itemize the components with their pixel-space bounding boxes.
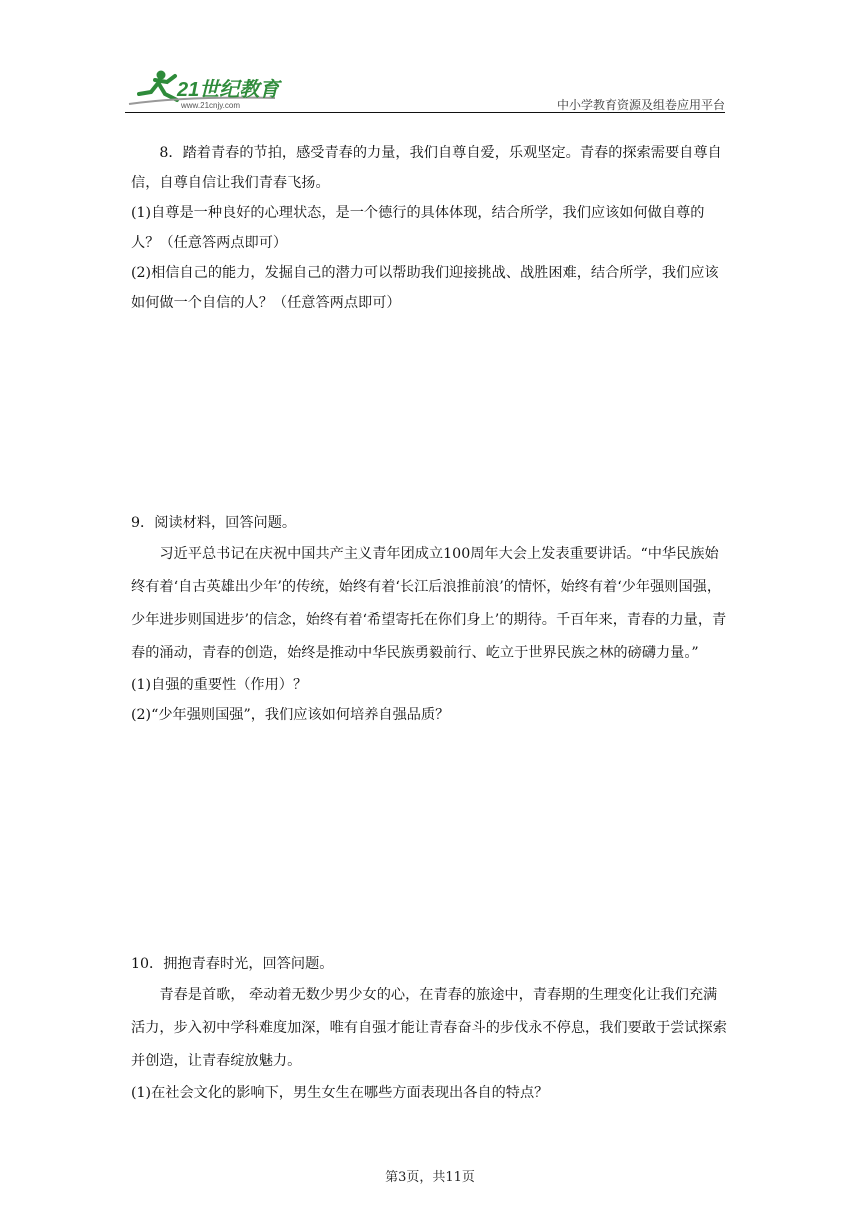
runner-body-icon (139, 76, 177, 100)
sub-question: (1)自强的重要性（作用）？ (131, 677, 308, 693)
logo-url: www.21cnjy.com (181, 101, 240, 110)
logo-text: 21世纪教育 (177, 79, 280, 101)
question-stem: 9．阅读材料，回答问题。 (131, 515, 297, 531)
question-stem: 8．踏着青春的节拍，感受青春的力量，我们自尊自爱，乐观坚定。青春的探索需要自尊自信，自尊自信让我们青春飞扬。 (131, 145, 722, 191)
runner-head-icon (157, 71, 166, 80)
sub-question: (2)“少年强则国强”，我们应该如何培养自强品质？ (131, 707, 450, 723)
page-number: 第3页，共11页 (385, 1170, 475, 1185)
question-stem: 10．拥抱青春时光，回答问题。 (131, 956, 334, 972)
question-8 (131, 138, 731, 318)
sub-question: (2)相信自己的能力，发掘自己的潜力可以帮助我们迎接挑战、战胜困难，结合所学，我们应该如何做一个自信的人？（任意答两点即可） (131, 265, 719, 311)
reading-material: 习近平总书记在庆祝中国共产主义青年团成立100周年大会上发表重要讲话。“中华民族始终有着‘自古英雄出少年’的传统，始终有着‘长江后浪推前浪’的情怀，始终有着‘少年强则国强，少年进步则国进步’的信念，始终有着‘希望寄托在你们身上’的期待。千百年来，青春的力量，青春的涌动，青春的创造，始终是推动中华民族勇毅前行、屹立于世界民族之林的磅礴力量。” (131, 546, 727, 661)
platform-name: 中小学教育资源及组卷应用平台 (556, 98, 725, 112)
page-header (125, 66, 725, 114)
header-divider (125, 112, 725, 113)
sub-question: (1)自尊是一种良好的心理状态，是一个德行的具体体现，结合所学，我们应该如何做自尊的人？（任意答两点即可） (131, 205, 705, 251)
logo (125, 66, 315, 110)
sub-question: (1)在社会文化的影响下，男生女生在哪些方面表现出各自的特点？ (131, 1085, 549, 1101)
question-9 (131, 508, 731, 730)
question-10 (131, 949, 731, 1108)
reading-material: 青春是首歌， 牵动着无数少男少女的心，在青春的旅途中，青春期的生理变化让我们充满活力，步入初中学科难度加深，唯有自强才能让青春奋斗的步伐永不停息，我们要敢于尝试探索并创造，让青春绽放魅力。 (131, 987, 727, 1069)
